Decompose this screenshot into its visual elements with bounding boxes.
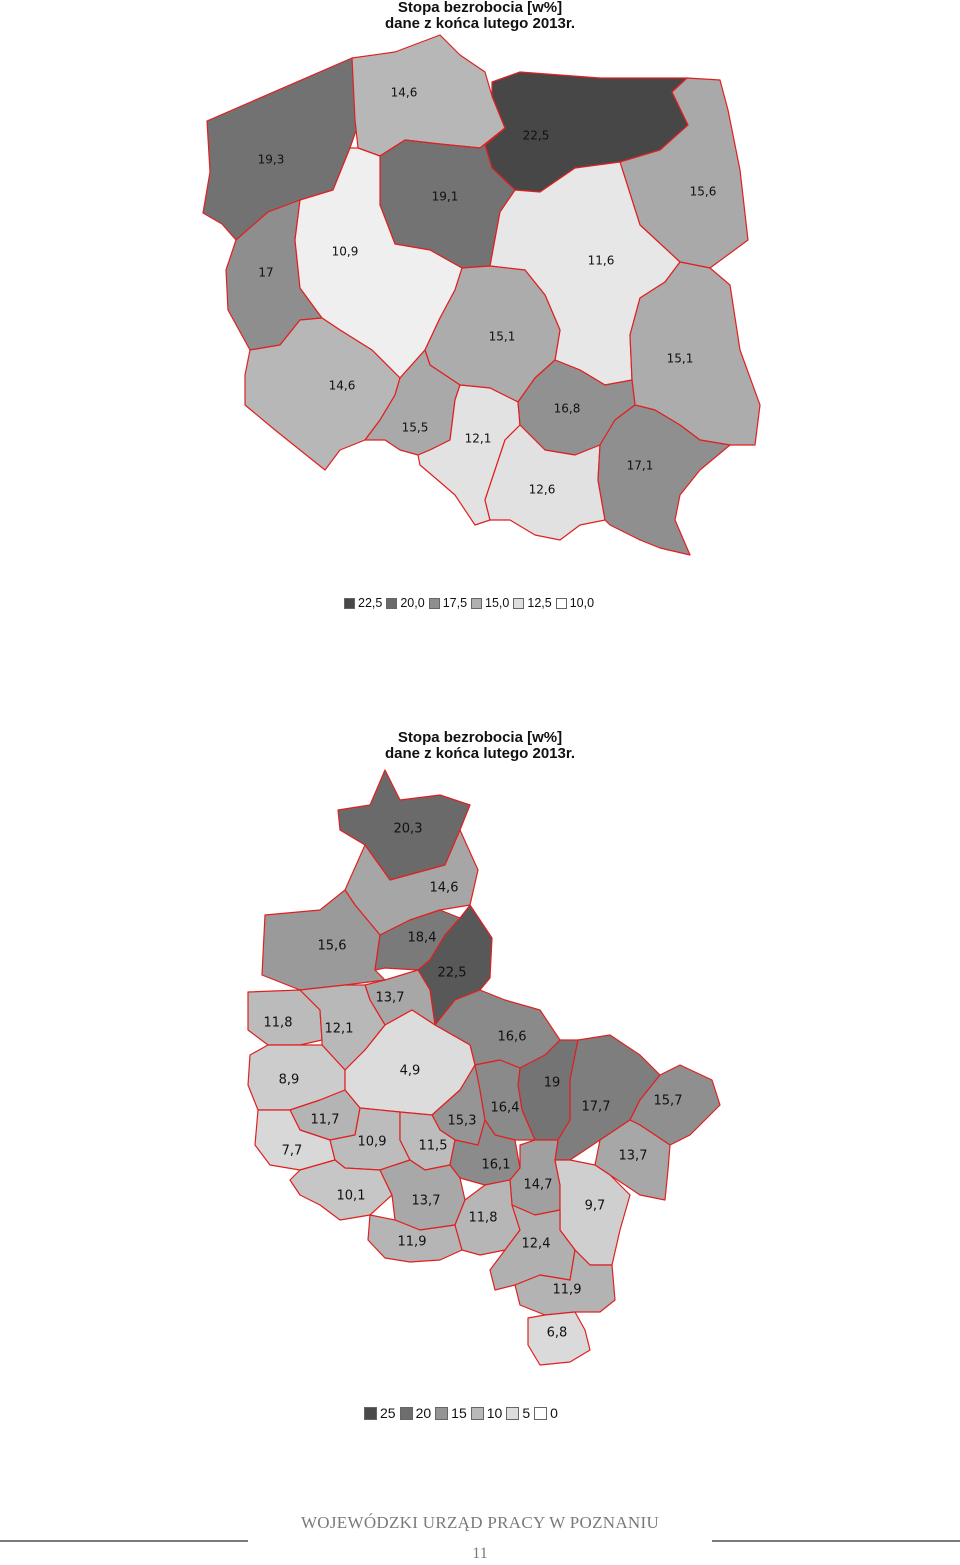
footer-rule-left — [0, 1540, 248, 1542]
map2-label-szamotulski: 12,1 — [324, 1021, 354, 1037]
map1-label-lubuskie: 17 — [258, 265, 274, 280]
map1-legend-swatch — [344, 598, 355, 609]
map2-label-kolski: 15,7 — [653, 1093, 683, 1109]
map2-label-nowotomyski: 8,9 — [278, 1072, 300, 1088]
map1-legend-swatch — [556, 598, 567, 609]
map2-label-ostrowski: 12,4 — [521, 1236, 551, 1252]
map2-legend-item — [364, 1405, 396, 1421]
map2-label-sredzki: 15,3 — [447, 1113, 477, 1129]
map1-label-podkarpackie: 17,1 — [626, 458, 654, 473]
map1-legend-swatch — [513, 598, 524, 609]
map2-label-wrzesinski: 16,4 — [490, 1100, 520, 1116]
map1-label-slaskie: 12,1 — [464, 431, 492, 446]
map2-legend-swatch — [506, 1407, 519, 1420]
map2-legend-item — [400, 1405, 432, 1421]
map1-legend-item — [344, 596, 382, 610]
map2-legend-swatch — [471, 1407, 484, 1420]
footer-institution: WOJEWÓDZKI URZĄD PRACY W POZNANIU — [300, 1513, 660, 1532]
map1-legend-swatch — [471, 598, 482, 609]
map2-label-ostrzeszowski: 11,9 — [552, 1282, 582, 1298]
map1-legend-label: 10,0 — [569, 596, 595, 610]
map1-label-swietokrzyskie: 16,8 — [553, 401, 581, 416]
map2-legend-label: 15 — [451, 1405, 467, 1421]
map2-title — [330, 730, 630, 762]
map1-legend-label: 22,5 — [358, 596, 383, 610]
map1-legend-item — [556, 596, 594, 610]
map1-label-dolnoslaskie: 14,6 — [328, 378, 356, 393]
map2-legend-label: 10 — [486, 1405, 503, 1421]
map2-label-wagrowiecki: 22,5 — [437, 965, 467, 981]
map1-legend-swatch — [429, 598, 440, 609]
map1-legend — [344, 596, 598, 610]
wielkopolska-map — [0, 765, 960, 1405]
map1-label-kujawsko-pomorskie: 19,1 — [431, 189, 459, 204]
map1-label-mazowieckie: 11,6 — [587, 253, 615, 268]
map1-label-opolskie: 15,5 — [401, 420, 429, 435]
map2-label-grodziski: 11,7 — [310, 1112, 340, 1128]
map2-title-line2: dane z końca lutego 2013r. — [384, 744, 576, 762]
map2-label-wolsztynski: 7,7 — [281, 1143, 303, 1159]
map1-legend-item — [429, 596, 467, 610]
map2-legend-label: 20 — [415, 1405, 432, 1421]
map2-label-turecki: 13,7 — [618, 1148, 648, 1164]
map1-legend-label: 12,5 — [527, 596, 552, 610]
map2-legend-label: 0 — [550, 1405, 558, 1421]
map1-legend-swatch — [386, 598, 397, 609]
map2-label-sremski: 11,5 — [418, 1138, 448, 1154]
map1-label-malopolskie: 12,6 — [528, 482, 556, 497]
map2-legend-item — [534, 1405, 558, 1421]
map2-legend-swatch — [435, 1407, 448, 1420]
map1-title-line1: Stopa bezrobocia [w%] — [397, 0, 563, 16]
map2-label-leszczynski: 10,1 — [336, 1188, 366, 1204]
map2-label-gnieznienski: 16,6 — [497, 1029, 527, 1045]
map2-label-czarnkowsko-trzcianecki: 15,6 — [317, 938, 347, 954]
map2-legend-swatch — [534, 1407, 547, 1420]
map2-label-poznanski: 4,9 — [399, 1063, 421, 1079]
map1-label-pomorskie: 14,6 — [390, 85, 418, 100]
map1-legend-item — [513, 596, 551, 610]
map1-title-line2: dane z końca lutego 2013r. — [384, 14, 576, 32]
map2-legend — [364, 1405, 562, 1421]
map2-title-line1: Stopa bezrobocia [w%] — [397, 729, 563, 746]
map1-label-zachodniopomorskie: 19,3 — [257, 152, 285, 167]
map1-legend-item — [386, 596, 424, 610]
map2-label-miedzychodzki: 11,8 — [263, 1015, 293, 1031]
map1-region-pomorskie — [352, 35, 505, 156]
map2-label-koscianski: 10,9 — [357, 1134, 387, 1150]
map2-label-slupecki: 19 — [543, 1075, 561, 1091]
map1-label-warminsko-mazurskie: 22,5 — [522, 128, 550, 143]
map1-label-podlaskie: 15,6 — [689, 184, 717, 199]
map2-label-koninski: 17,7 — [581, 1099, 611, 1115]
map2-label-gostynski: 13,7 — [411, 1193, 441, 1209]
map1-label-lubelskie: 15,1 — [666, 351, 694, 366]
map1-legend-label: 20,0 — [400, 596, 425, 610]
page-number: 11 — [472, 1545, 488, 1562]
poland-map — [0, 0, 960, 580]
map2-label-kepinski: 6,8 — [546, 1325, 568, 1341]
map2-legend-swatch — [400, 1407, 413, 1420]
map2-legend-label: 5 — [522, 1405, 531, 1421]
map2-label-krotoszynski: 11,8 — [468, 1210, 498, 1226]
map1-legend-label: 15,0 — [485, 596, 510, 610]
map1-legend-label: 17,5 — [442, 596, 468, 610]
map2-label-rawicki: 11,9 — [397, 1234, 427, 1250]
map2-legend-label: 25 — [380, 1405, 396, 1421]
map2-legend-swatch — [364, 1407, 377, 1420]
map2-label-obornicki: 13,7 — [375, 990, 405, 1006]
map2-label-pilski: 14,6 — [429, 880, 459, 896]
map2-legend-item — [506, 1405, 530, 1421]
footer-rule-right — [712, 1540, 960, 1542]
map2-label-chodzieski: 18,4 — [407, 930, 437, 946]
map1-label-wielkopolskie: 10,9 — [331, 244, 359, 259]
map2-label-pleszewski: 14,7 — [523, 1177, 553, 1193]
map2-legend-item — [471, 1405, 503, 1421]
map2-label-jarocinski: 16,1 — [481, 1157, 511, 1173]
map1-label-lodzkie: 15,1 — [488, 329, 516, 344]
map2-legend-item — [435, 1405, 467, 1421]
map1-legend-item — [471, 596, 509, 610]
map2-label-kaliski: 9,7 — [584, 1198, 606, 1214]
map2-label-zlotowski: 20,3 — [393, 821, 423, 837]
